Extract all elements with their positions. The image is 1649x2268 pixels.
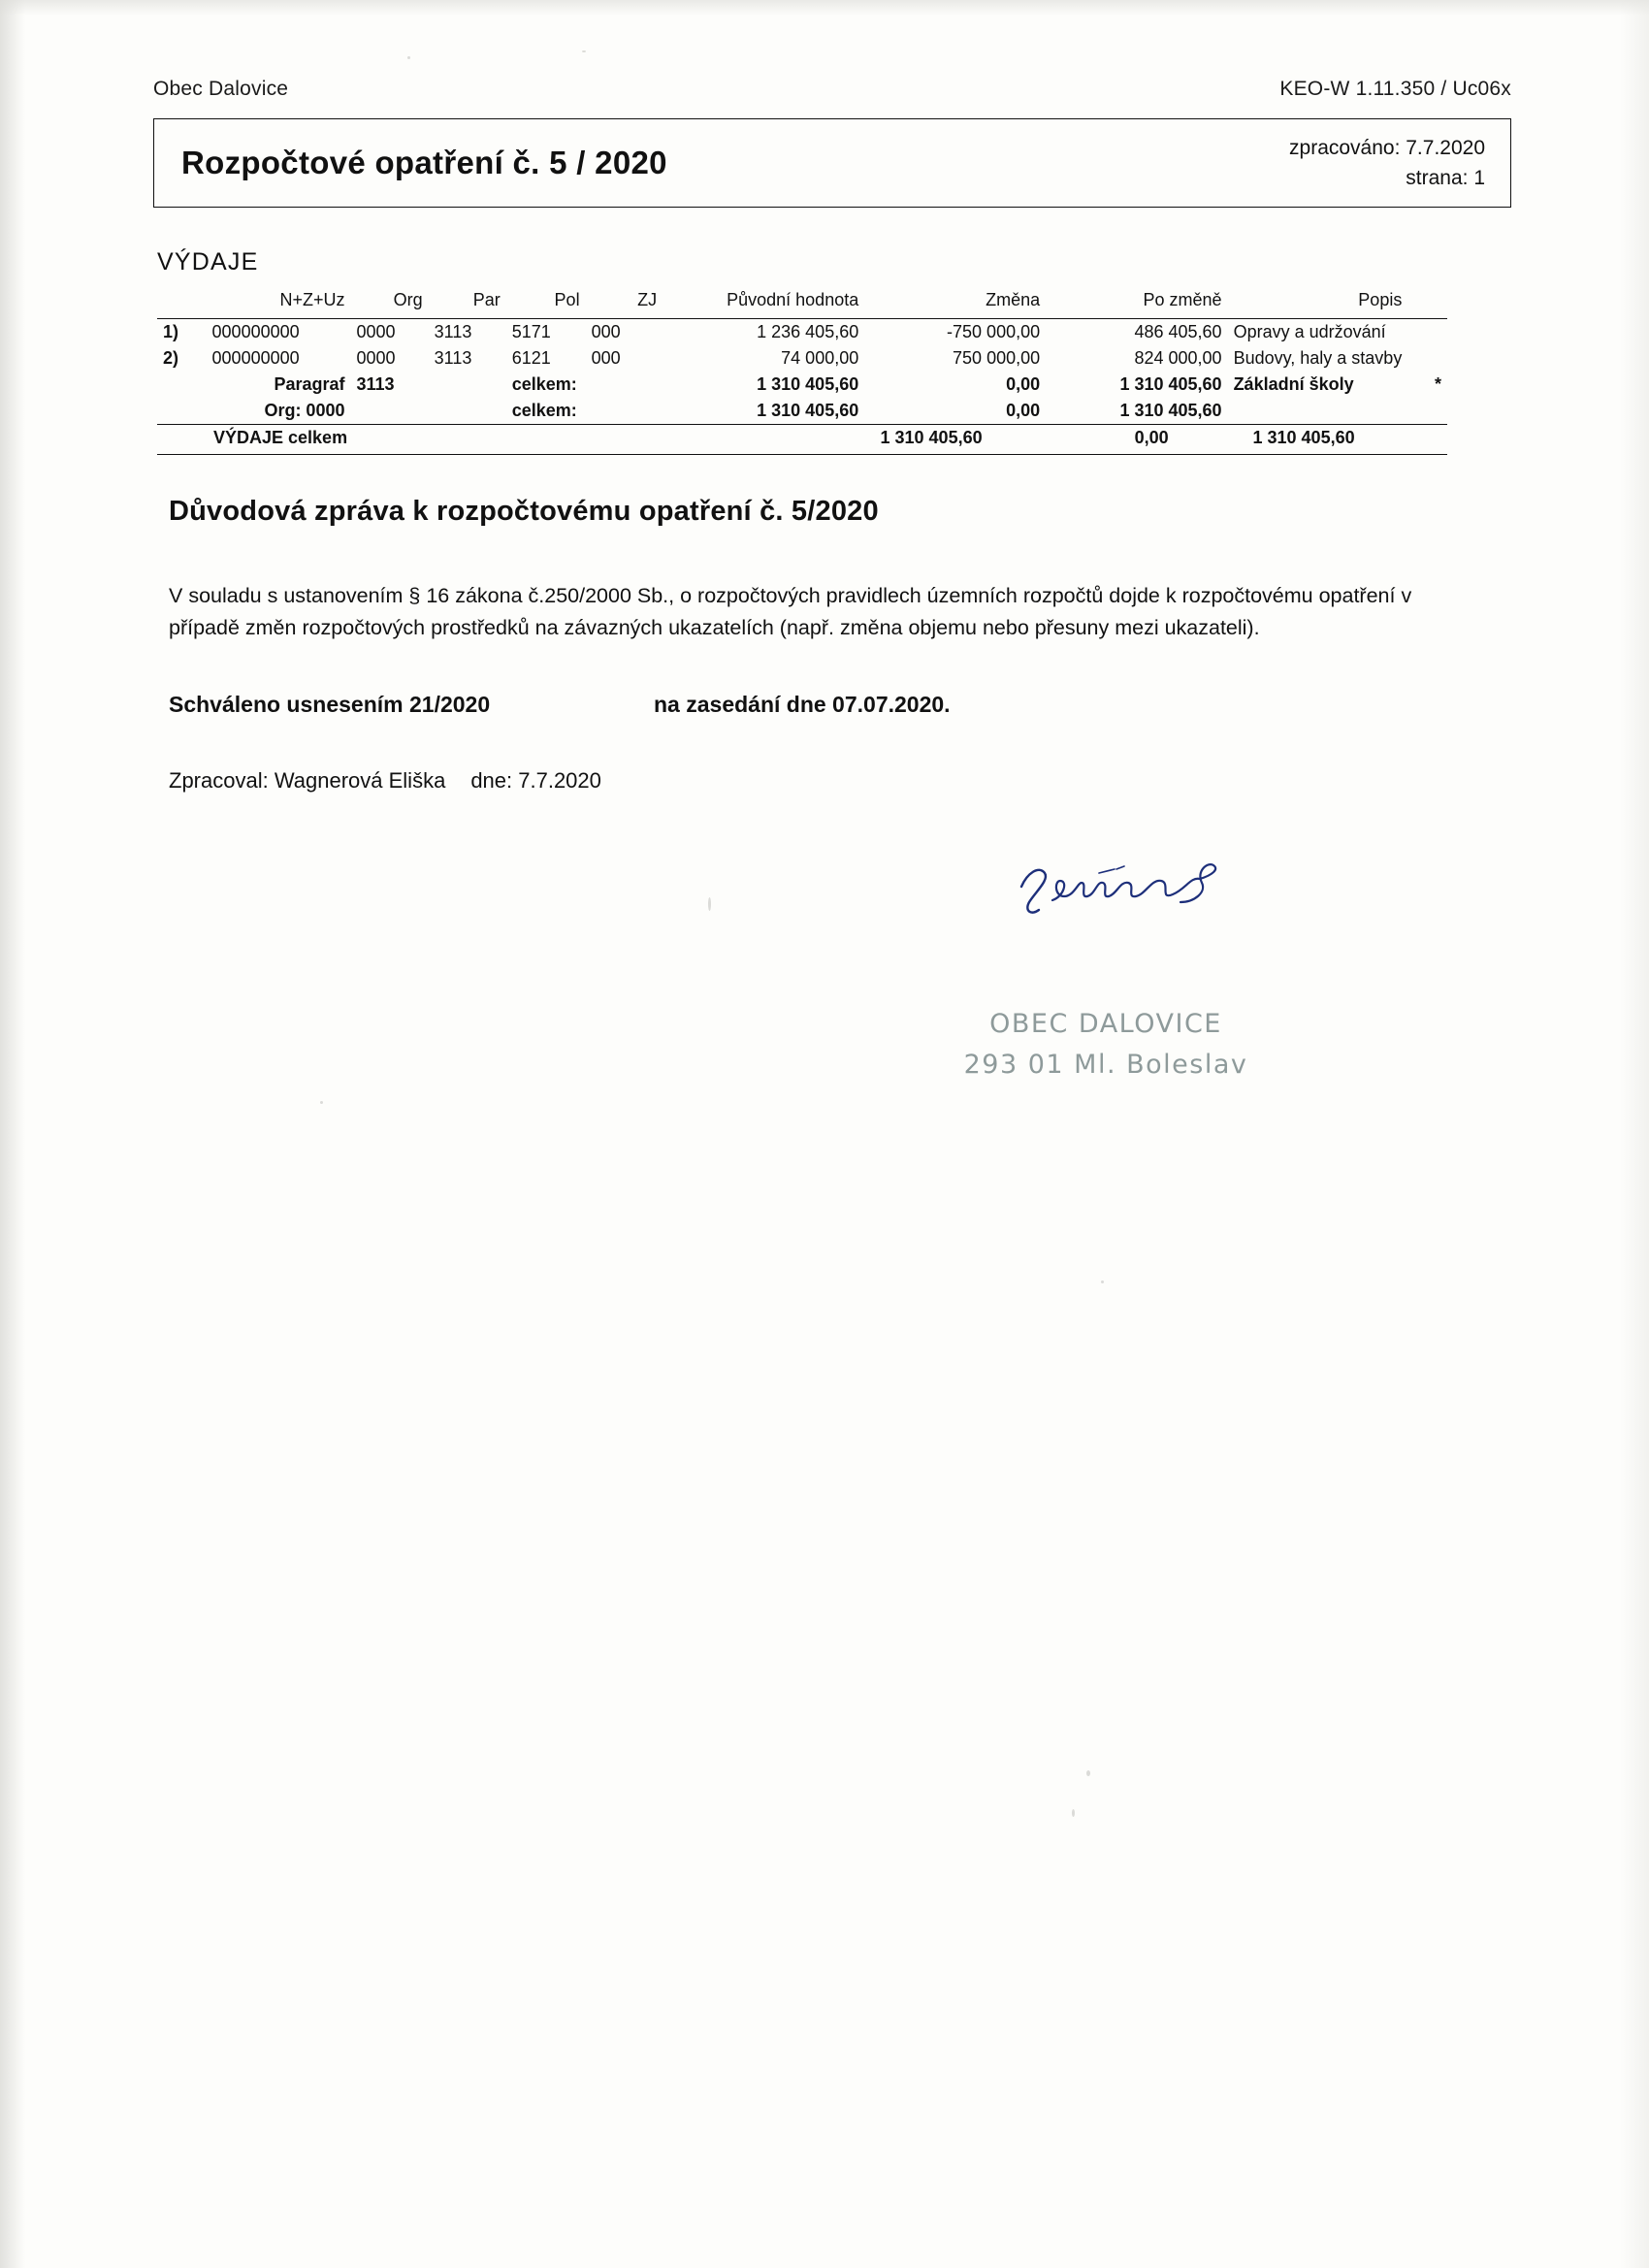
row-old-value: 74 000,00 [781, 348, 859, 368]
scan-edge-right [1620, 0, 1649, 2268]
total-new-value: 1 310 405,60 [1252, 428, 1355, 447]
row-index: 1) [157, 319, 207, 346]
expenses-total-table [157, 425, 1447, 451]
total-star-spacer [1406, 425, 1447, 451]
approval-line [169, 692, 1511, 718]
subtotal-label: Paragraf [274, 374, 345, 394]
total-label: VÝDAJE celkem [213, 428, 348, 447]
processed-by-date: dne: 7.7.2020 [470, 767, 601, 793]
subtotal-celkem: celkem: [511, 374, 577, 394]
title-meta [1289, 133, 1485, 194]
row-zj: 000 [591, 348, 621, 368]
expenses-table [157, 288, 1447, 424]
total-desc-spacer [1361, 425, 1406, 451]
scan-edge-left [0, 0, 25, 2268]
row-nzu: 000000000 [207, 319, 351, 346]
subtotal-spacer2 [429, 372, 506, 398]
subtotal-new-value: 1 310 405,60 [1119, 374, 1222, 394]
scan-edge-top [0, 0, 1649, 16]
subtotal-spacer3 [586, 398, 663, 424]
col-index [157, 288, 207, 319]
total-spacer [157, 425, 208, 451]
row-index: 2) [163, 348, 179, 368]
table-row [157, 319, 1447, 346]
title-box [153, 118, 1511, 208]
row-star [1407, 345, 1447, 372]
subtotal-label: Org: 0000 [264, 401, 345, 420]
row-par: 3113 [429, 319, 506, 346]
scan-speck [320, 1101, 323, 1104]
row-description: Budovy, haly a stavby [1233, 348, 1403, 368]
official-stamp [946, 1004, 1266, 1085]
subtotal-spacer2 [429, 398, 506, 424]
row-org: 0000 [356, 348, 396, 368]
row-old-value: 1 236 405,60 [663, 319, 864, 346]
subtotal-star [1407, 398, 1447, 424]
stamp-line-2: 293 01 Ml. Boleslav [963, 1049, 1248, 1080]
subtotal-old-value: 1 310 405,60 [757, 374, 859, 394]
subtotal-row-org [157, 398, 1447, 424]
report-body: V souladu s ustanovením § 16 zákona č.250/2000 Sb., o rozpočtových pravidlech územních rozpočtů dojde k rozpočtovému opatření v případě změn rozpočtových prostředků na závazných ukazatelích (např. změna objemu nebo přesuny mezi ukazateli). [169, 584, 1412, 640]
total-old-value: 1 310 405,60 [880, 428, 983, 447]
subtotal-spacer3 [586, 372, 663, 398]
table-header-row [157, 288, 1447, 319]
row-description: Opravy a udržování [1228, 319, 1408, 346]
col-zj: ZJ [637, 290, 658, 309]
table-divider-bottom [157, 454, 1447, 455]
row-change: 750 000,00 [953, 348, 1041, 368]
col-nzu: N+Z+Uz [279, 290, 345, 309]
scan-speck [1086, 1770, 1090, 1776]
subtotal-description: Základní školy [1233, 374, 1354, 394]
page-title: Rozpočtové opatření č. 5 / 2020 [181, 145, 667, 180]
subtotal-change: 0,00 [1006, 374, 1041, 394]
subtotal-star: * [1434, 374, 1441, 394]
processed-by-line [169, 768, 1511, 794]
handwritten-signature [1014, 854, 1305, 922]
software-version: KEO-W 1.11.350 / Uc06x [1279, 78, 1511, 100]
report-title: Důvodová zpráva k rozpočtovému opatření č. 5/2020 [169, 496, 879, 527]
subtotal-description [1228, 398, 1408, 424]
row-nzu: 000000000 [211, 348, 300, 368]
row-org: 0000 [350, 319, 428, 346]
row-pol: 6121 [511, 348, 551, 368]
row-pol: 5171 [506, 319, 586, 346]
document-header [153, 78, 1511, 101]
col-pol: Pol [554, 290, 580, 309]
scan-speck [407, 56, 410, 59]
page-number: strana: 1 [1406, 167, 1485, 189]
row-par: 3113 [434, 348, 472, 368]
subtotal-spacer [157, 372, 207, 398]
table-row [157, 345, 1447, 372]
row-change: -750 000,00 [864, 319, 1046, 346]
processed-by-name: Zpracoval: Wagnerová Eliška [169, 767, 446, 793]
subtotal-code [350, 398, 428, 424]
total-row [157, 425, 1447, 451]
subtotal-row-paragraf [157, 372, 1447, 398]
session-date: na zasedání dne 07.07.2020. [654, 691, 951, 717]
subtotal-celkem: celkem: [511, 401, 577, 420]
col-old-value: Původní hodnota [727, 290, 859, 309]
approved-by: Schváleno usnesením 21/2020 [169, 691, 491, 717]
scan-speck [708, 897, 711, 911]
processed-date: zpracováno: 7.7.2020 [1289, 136, 1485, 159]
subtotal-old-value: 1 310 405,60 [757, 401, 859, 420]
scan-speck [1072, 1809, 1075, 1817]
total-change: 0,00 [1134, 428, 1169, 447]
row-star [1407, 319, 1447, 346]
row-new-value: 486 405,60 [1046, 319, 1227, 346]
subtotal-code: 3113 [356, 374, 395, 394]
scan-speck [1101, 1280, 1104, 1283]
organization-name: Obec Dalovice [153, 78, 289, 100]
subtotal-change: 0,00 [1006, 401, 1041, 420]
col-new-value: Po změně [1143, 290, 1222, 309]
row-zj: 000 [586, 319, 663, 346]
col-change: Změna [986, 290, 1041, 309]
row-new-value: 824 000,00 [1134, 348, 1222, 368]
document-content [153, 78, 1511, 794]
stamp-line-1: OBEC DALOVICE [989, 1009, 1222, 1039]
subtotal-spacer [157, 398, 207, 424]
subtotal-new-value: 1 310 405,60 [1119, 401, 1222, 420]
col-description: Popis [1358, 290, 1403, 309]
scan-speck [582, 50, 586, 52]
col-par: Par [472, 290, 501, 309]
col-org: Org [393, 290, 423, 309]
expenses-section-title: VÝDAJE [157, 248, 259, 275]
col-star [1407, 288, 1447, 319]
